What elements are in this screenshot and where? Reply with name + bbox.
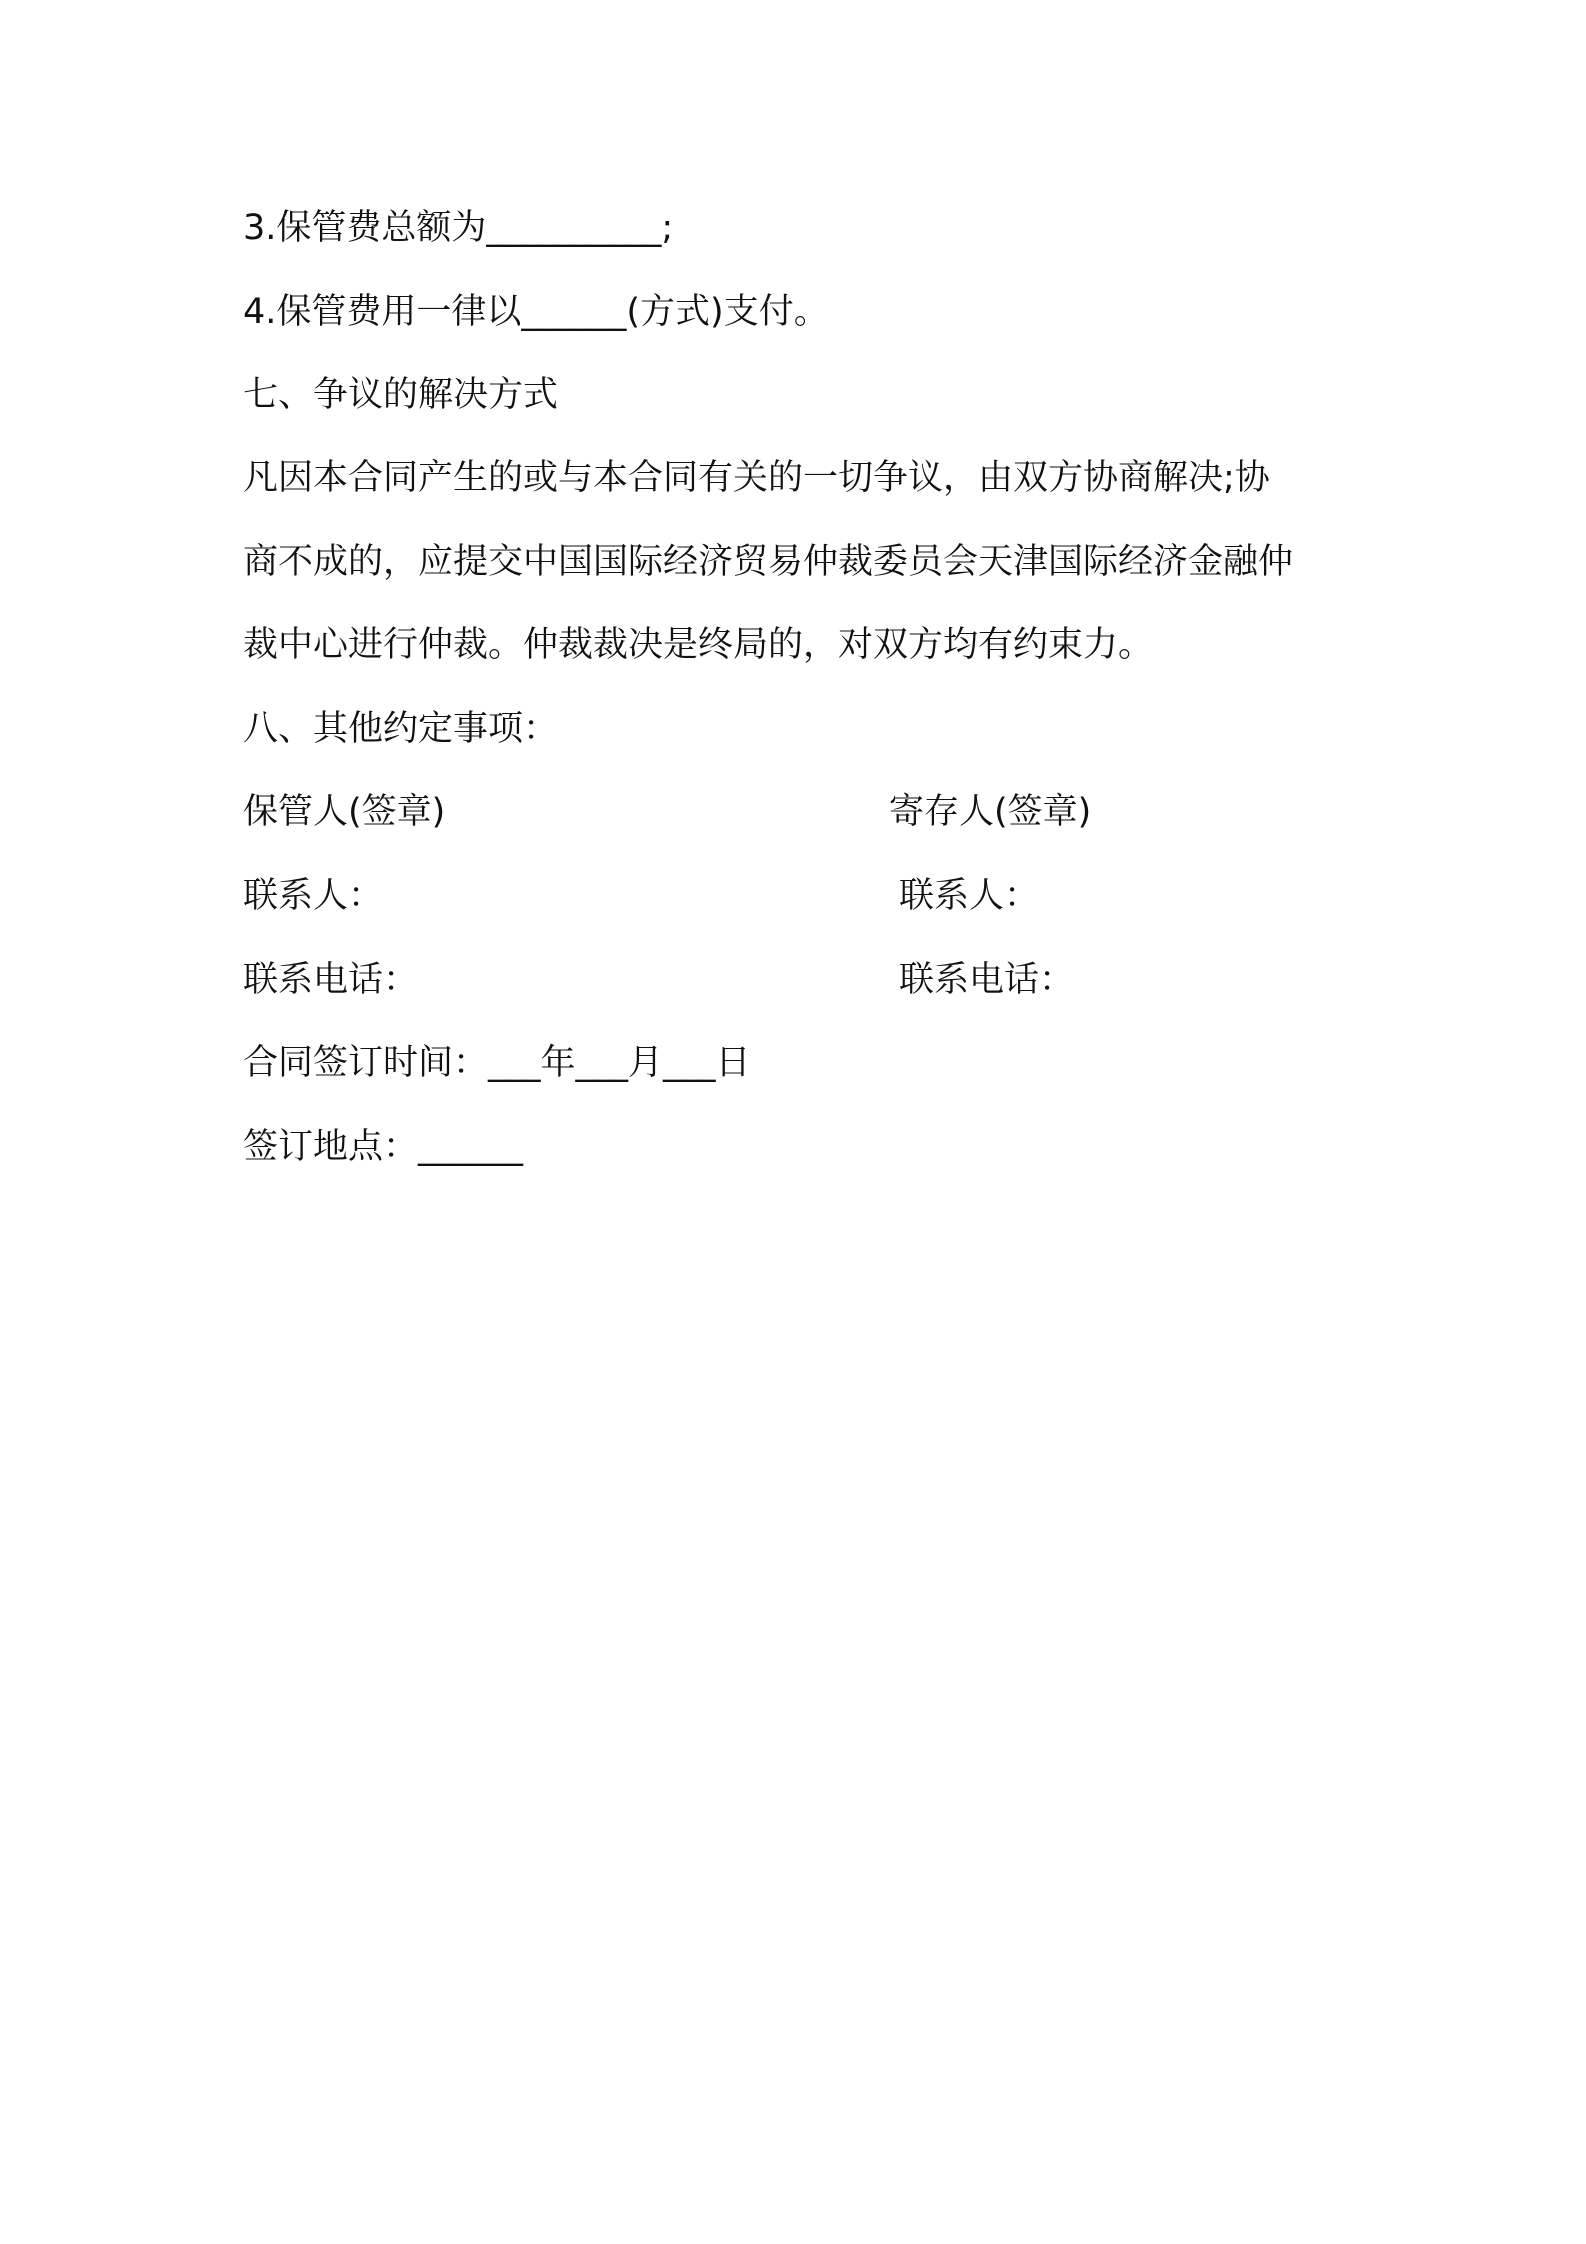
clause-fee-payment: 4.保管费用一律以______(方式)支付。 — [243, 292, 829, 332]
signing-date: 合同签订时间：___年___月___日 — [243, 1043, 751, 1083]
clause-fee-total: 3.保管费总额为__________; — [243, 208, 674, 248]
custodian-signature-title: 保管人(签章) — [243, 792, 446, 832]
depositor-contact-phone: 联系电话： — [899, 960, 1075, 1000]
depositor-contact-person: 联系人： — [899, 876, 1040, 916]
section-seven-paragraph-line-3: 裁中心进行仲裁。仲裁裁决是终局的，对双方均有约束力。 — [243, 625, 1154, 665]
section-seven-heading: 七、争议的解决方式 — [243, 375, 559, 415]
depositor-signature-title: 寄存人(签章) — [889, 792, 1092, 832]
custodian-contact-person: 联系人： — [243, 876, 384, 916]
section-eight-heading: 八、其他约定事项： — [243, 709, 559, 749]
signing-place: 签订地点：______ — [243, 1127, 524, 1167]
section-seven-paragraph-line-1: 凡因本合同产生的或与本合同有关的一切争议，由双方协商解决;协 — [243, 458, 1270, 498]
custodian-contact-phone: 联系电话： — [243, 960, 419, 1000]
section-seven-paragraph-line-2: 商不成的，应提交中国国际经济贸易仲裁委员会天津国际经济金融仲 — [243, 542, 1294, 582]
